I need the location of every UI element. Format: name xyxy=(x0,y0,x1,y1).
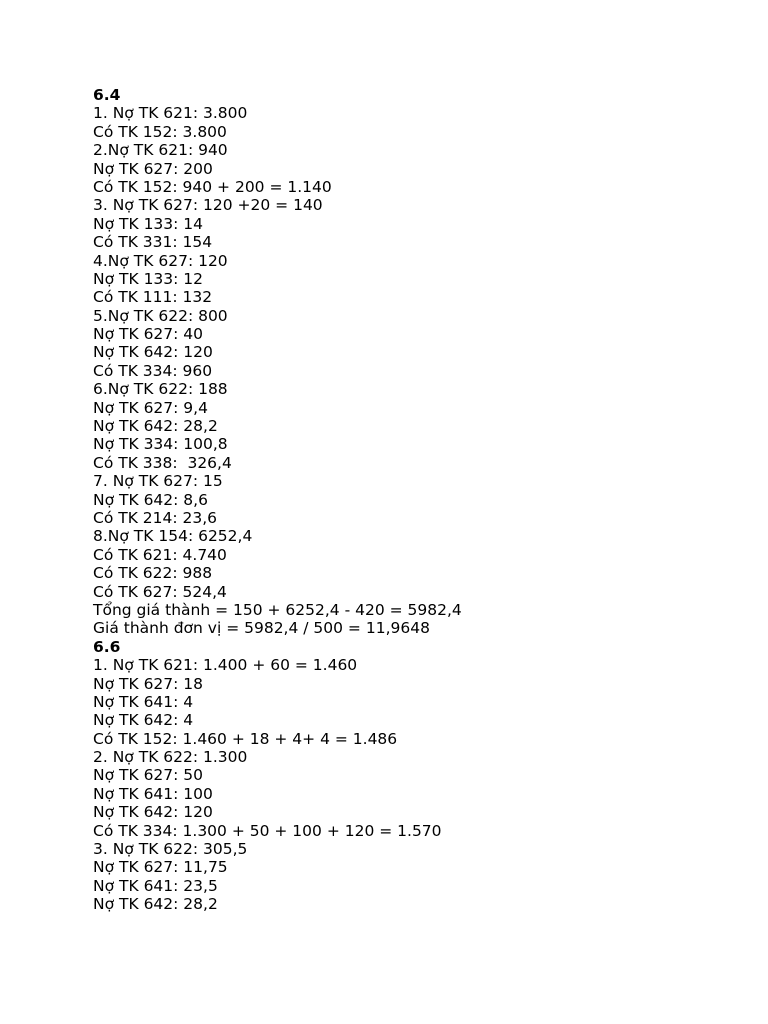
text-line: Có TK 214: 23,6 xyxy=(93,508,218,527)
text-line: Có TK 152: 940 + 200 = 1.140 xyxy=(93,177,332,196)
text-line: Có TK 627: 524,4 xyxy=(93,582,227,601)
text-line: 2.Nợ TK 621: 940 xyxy=(93,141,228,160)
text-line: Nợ TK 133: 12 xyxy=(93,269,204,288)
text-line: Nợ TK 334: 100,8 xyxy=(93,435,228,454)
text-line: Có TK 622: 988 xyxy=(93,564,213,583)
text-line: Có TK 111: 132 xyxy=(93,288,213,307)
text-line: 4.Nợ TK 627: 120 xyxy=(93,251,228,270)
text-line: Nợ TK 133: 14 xyxy=(93,214,204,233)
text-line: Nợ TK 642: 4 xyxy=(93,711,194,730)
text-line: Nợ TK 642: 28,2 xyxy=(93,417,218,436)
text-line: 7. Nợ TK 627: 15 xyxy=(93,472,223,491)
text-line: Nợ TK 627: 9,4 xyxy=(93,398,208,417)
text-line: 1. Nợ TK 621: 3.800 xyxy=(93,104,248,123)
text-line: Nợ TK 641: 100 xyxy=(93,784,213,803)
text-line: Có TK 621: 4.740 xyxy=(93,545,227,564)
document-page xyxy=(93,86,733,914)
text-line: Nợ TK 627: 11,75 xyxy=(93,858,228,877)
text-line: Có TK 334: 1.300 + 50 + 100 + 120 = 1.570 xyxy=(93,821,442,840)
text-line: Nợ TK 642: 8,6 xyxy=(93,490,208,509)
text-line: Có TK 338: 326,4 xyxy=(93,453,232,472)
text-line: Có TK 152: 1.460 + 18 + 4+ 4 = 1.486 xyxy=(93,729,398,748)
section-heading: 6.4 xyxy=(93,86,121,104)
text-line: Nợ TK 627: 18 xyxy=(93,674,204,693)
text-line: Có TK 331: 154 xyxy=(93,233,213,252)
text-line: Nợ TK 627: 40 xyxy=(93,325,204,344)
text-line: 8.Nợ TK 154: 6252,4 xyxy=(93,527,253,546)
text-line: 1. Nợ TK 621: 1.400 + 60 = 1.460 xyxy=(93,656,358,675)
text-line: 2. Nợ TK 622: 1.300 xyxy=(93,748,248,767)
text-line: Nợ TK 641: 23,5 xyxy=(93,876,218,895)
section-heading: 6.6 xyxy=(93,637,121,656)
text-line: Có TK 334: 960 xyxy=(93,361,213,380)
text-line: Nợ TK 627: 50 xyxy=(93,766,204,785)
text-line: Tổng giá thành = 150 + 6252,4 - 420 = 5982,4 xyxy=(93,600,462,619)
text-line: Giá thành đơn vị = 5982,4 / 500 = 11,9648 xyxy=(93,619,430,638)
text-line: 6.Nợ TK 622: 188 xyxy=(93,380,228,399)
text-line: Nợ TK 641: 4 xyxy=(93,692,194,711)
text-line: Nợ TK 642: 28,2 xyxy=(93,895,218,914)
text-line: Nợ TK 642: 120 xyxy=(93,803,213,822)
text-line: Nợ TK 642: 120 xyxy=(93,343,213,362)
text-line: 3. Nợ TK 622: 305,5 xyxy=(93,840,248,859)
text-line: 3. Nợ TK 627: 120 +20 = 140 xyxy=(93,196,323,215)
text-line: Nợ TK 627: 200 xyxy=(93,159,213,178)
text-line: Có TK 152: 3.800 xyxy=(93,122,227,141)
text-line: 5.Nợ TK 622: 800 xyxy=(93,306,228,325)
